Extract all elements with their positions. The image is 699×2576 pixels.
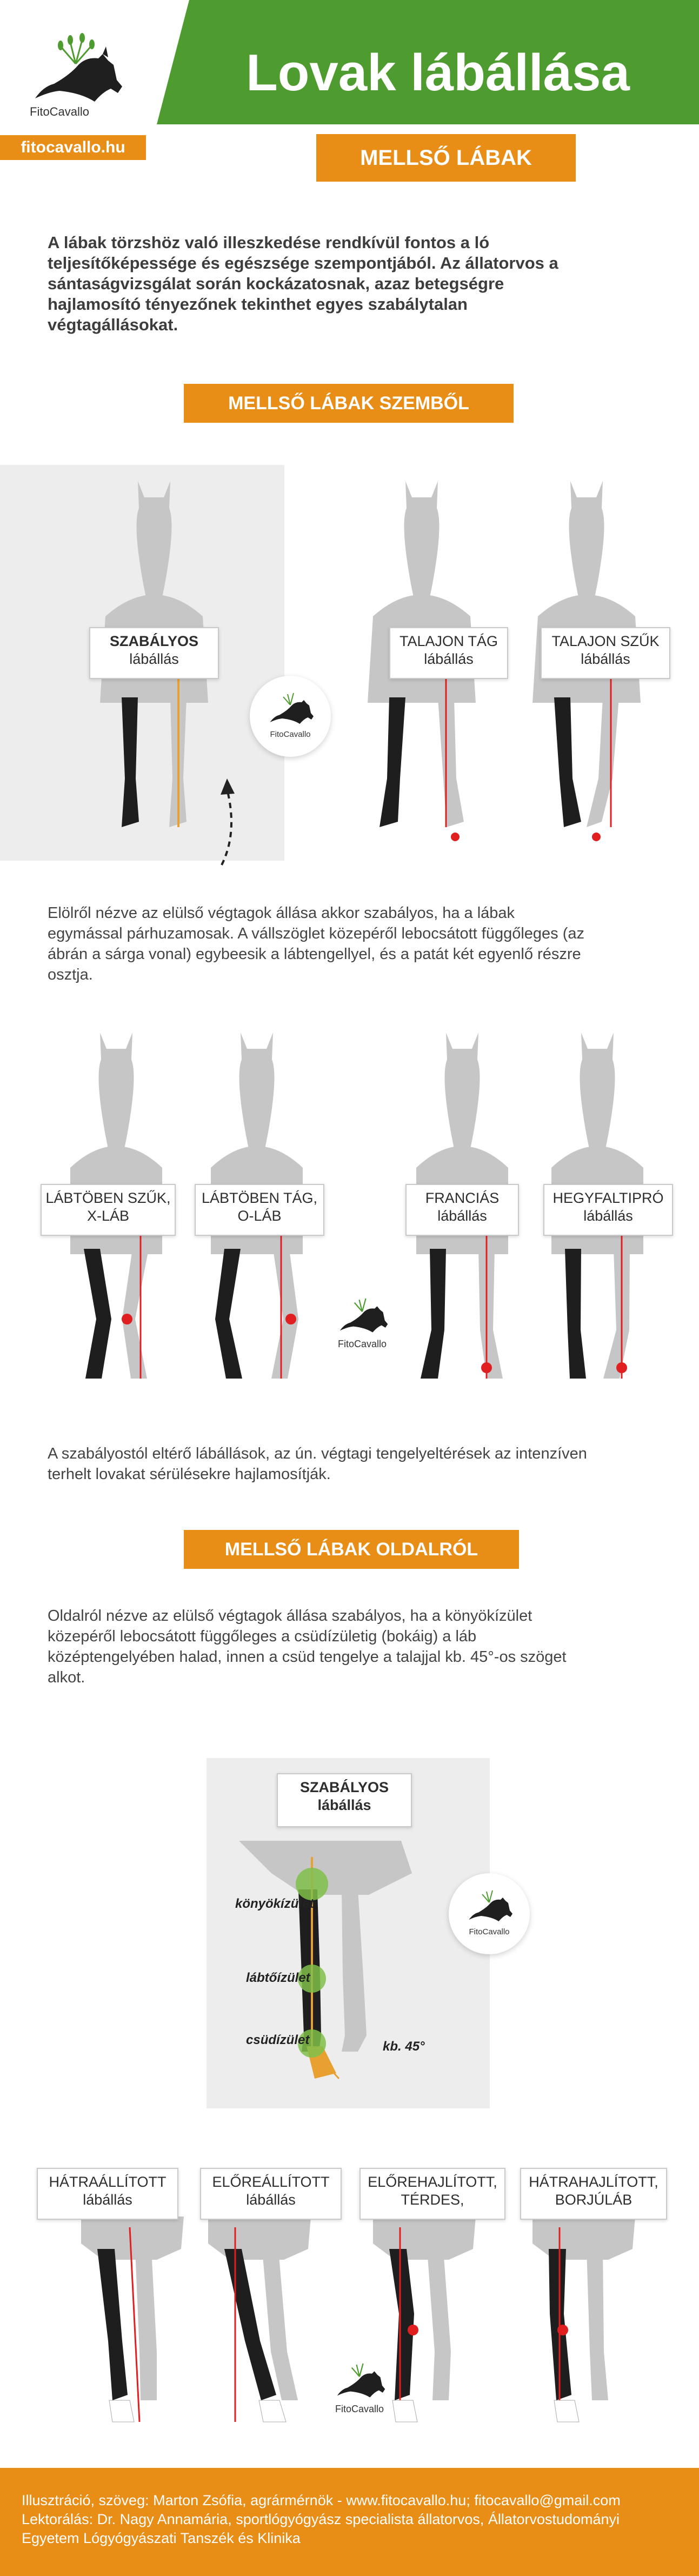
brand-name: FitoCavallo [30, 105, 90, 118]
label-line1: FRANCIÁS [425, 1190, 500, 1206]
joint-label-fetlock: csüdízület [246, 2033, 310, 2047]
label-buck-knee [360, 2168, 505, 2220]
label-line1: HEGYFALTIPRÓ [552, 1190, 664, 1206]
footer-credits [22, 2491, 687, 2548]
joint-label-carpus: lábtőízület [246, 1971, 310, 1985]
label-line1: SZABÁLYOS [109, 633, 199, 649]
label-calf-knee [520, 2168, 667, 2220]
logo-badge-text: FitoCavallo [270, 730, 311, 739]
label-line1: SZABÁLYOS [299, 1779, 389, 1795]
label-line1: ELŐREHAJLÍTOTT, [368, 2174, 497, 2190]
logo-badge-2 [449, 1873, 530, 1954]
label-line2: X-LÁB [86, 1208, 130, 1224]
dashed-arrow-icon [216, 773, 249, 870]
label-line1: TALAJON TÁG [399, 633, 498, 649]
horse-logo-icon [462, 1884, 516, 1925]
label-o-leg [195, 1184, 324, 1236]
label-wide-ground [389, 627, 508, 679]
label-side-regular [277, 1773, 412, 1827]
label-line2: lábállás [437, 1208, 487, 1224]
label-line2: lábállás [246, 2192, 296, 2208]
logo-badge-text: FitoCavallo [469, 1927, 510, 1936]
horse-logo-icon [263, 687, 317, 727]
page-title: Lovak lábállása [246, 44, 630, 102]
label-french [405, 1184, 519, 1236]
deviation-note: A szabályostól eltérő lábállások, az ún. végtagi tengelyeltérések az intenzíven terhelt lovakat sérülésekre hajlamosítják. [48, 1445, 587, 1483]
label-line2: O-LÁB [237, 1208, 282, 1224]
fitocavallo-logo-icon [22, 32, 130, 103]
label-line2: lábállás [581, 651, 630, 667]
label-toe-in [543, 1184, 673, 1236]
label-line2: lábállás [424, 651, 474, 667]
footer-line-1: Illusztráció, szöveg: Marton Zsófia, agrármérnök - www.fitocavallo.hu; fitocavallo@gmail.com [22, 2492, 621, 2508]
horse-side-camped-out [203, 2216, 322, 2444]
logo-text: FitoCavallo [337, 1339, 387, 1349]
logo-badge-1 [250, 676, 331, 757]
label-camped-out [200, 2168, 342, 2220]
horse-side-camped-under [76, 2216, 195, 2444]
horse-logo-icon [332, 1292, 392, 1335]
label-camped-under [37, 2168, 178, 2220]
joint-label-elbow: könyökízület [235, 1896, 314, 1911]
footer-line-3: Egyetem Lógyógyászati Tanszék és Klinika [22, 2530, 301, 2546]
label-line2: lábállás [317, 1797, 371, 1813]
footer-line-2: Lektorálás: Dr. Nagy Annamária, sportlógyógyász specialista állatorvos, Állatorvostudományi [22, 2511, 620, 2527]
front-view-description: Elölről nézve az elülső végtagok állása akkor szabályos, ha a lábak egymással párhuzamosak. A vállszöglet közepéről lebocsátott függőleges (az ábrán a sárga vonal) egybeesik a lábtengellyel, és a patát két egyenlő részre osztja. [48, 904, 585, 983]
label-line1: HÁTRAHAJLÍTOTT, [529, 2174, 658, 2190]
label-line2: lábállás [129, 651, 179, 667]
label-line2: lábállás [583, 1208, 633, 1224]
section-heading-front-view: MELLSŐ LÁBAK SZEMBŐL [184, 384, 514, 423]
label-line1: ELŐREÁLLÍTOTT [212, 2174, 330, 2190]
website-url-badge[interactable]: fitocavallo.hu [0, 135, 146, 160]
label-line1: LÁBTÖBEN SZŰK, [45, 1190, 171, 1206]
side-view-description: Oldalról nézve az elülső végtagok állása szabályos, ha a könyökízület közepéről lebocsátott függőleges a csüdízületig (bokáig) a láb középtengelyében halad, innen a csüd tengelye a talajjal kb. 45°-os szöget alkot. [48, 1607, 567, 1686]
section-heading-side-view: MELLSŐ LÁBAK OLDALRÓL [184, 1530, 519, 1569]
label-line1: TALAJON SZŰK [551, 633, 660, 649]
label-regular-stance [89, 627, 219, 679]
label-x-leg [41, 1184, 176, 1236]
label-narrow-ground [541, 627, 670, 679]
logo-text: FitoCavallo [335, 2404, 384, 2414]
section-badge-front-legs: MELLSŐ LÁBAK [316, 134, 576, 182]
label-line2: lábállás [83, 2192, 132, 2208]
intro-text: A lábak törzshöz való illeszkedése rendkívül fontos a ló teljesítőképessége és egészsége szempontjából. Az állatorvos a sántaságvizsgálat során kockázatosnak, azaz betegségre hajlamosító tényezőnek tekinthet egyes szabálytalan végtagállásokat. [48, 233, 558, 334]
label-line1: LÁBTÖBEN TÁG, [201, 1190, 318, 1206]
horse-logo-icon [330, 2357, 389, 2400]
label-line2: TÉRDES, [401, 2192, 464, 2208]
angle-label: kb. 45° [383, 2039, 425, 2054]
horse-side-regular [207, 1835, 490, 2095]
label-line1: HÁTRAÁLLÍTOTT [49, 2174, 167, 2190]
label-line2: BORJÚLÁB [555, 2192, 633, 2208]
horse-side-calf-knee [527, 2216, 646, 2444]
